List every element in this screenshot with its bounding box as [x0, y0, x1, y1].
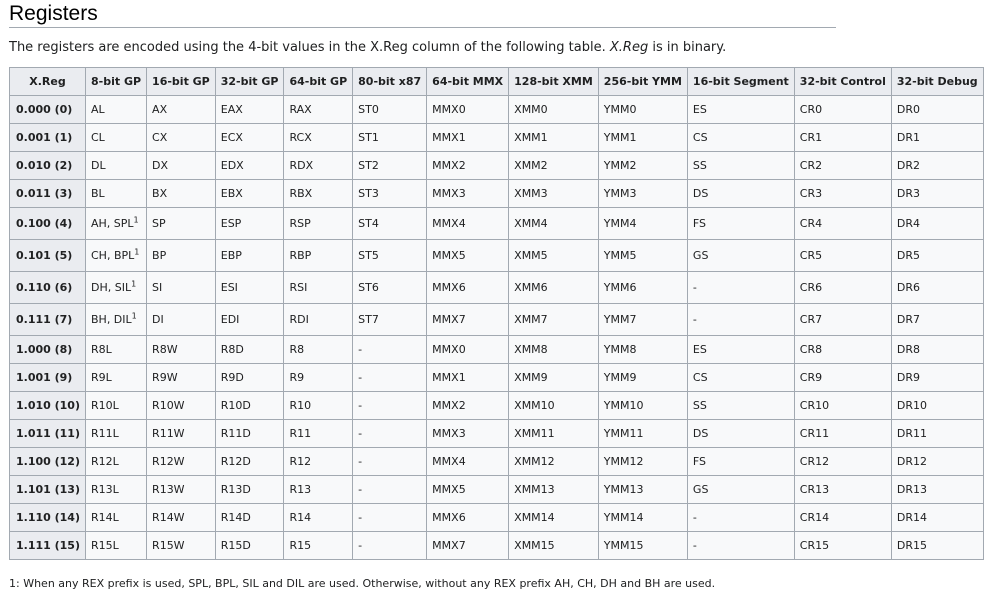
- register-cell: SS: [687, 152, 794, 180]
- register-cell: RBP: [284, 240, 353, 272]
- xreg-cell: 1.111 (15): [10, 532, 86, 560]
- register-cell: DR0: [891, 96, 983, 124]
- register-cell: XMM5: [509, 240, 599, 272]
- register-cell: R14D: [215, 504, 284, 532]
- register-cell: CS: [687, 364, 794, 392]
- register-cell: MMX0: [427, 96, 509, 124]
- register-cell: CR4: [794, 208, 891, 240]
- register-cell: DR6: [891, 272, 983, 304]
- header-cell: 16-bit GP: [147, 68, 216, 96]
- register-cell: GS: [687, 240, 794, 272]
- register-cell: CR8: [794, 336, 891, 364]
- register-cell: MMX1: [427, 124, 509, 152]
- table-row: [10, 96, 984, 124]
- register-cell: R13D: [215, 476, 284, 504]
- register-cell: YMM4: [598, 208, 687, 240]
- register-cell: MMX6: [427, 272, 509, 304]
- register-cell: R12W: [147, 448, 216, 476]
- register-cell: ST4: [353, 208, 427, 240]
- register-cell: RDI: [284, 304, 353, 336]
- register-cell: ST0: [353, 96, 427, 124]
- register-cell: CR6: [794, 272, 891, 304]
- register-cell: SP: [147, 208, 216, 240]
- register-cell: R10: [284, 392, 353, 420]
- register-cell: XMM6: [509, 272, 599, 304]
- register-cell: CR2: [794, 152, 891, 180]
- header-cell: 80-bit x87: [353, 68, 427, 96]
- register-cell: RAX: [284, 96, 353, 124]
- register-cell: YMM8: [598, 336, 687, 364]
- register-cell: CX: [147, 124, 216, 152]
- register-cell: EDI: [215, 304, 284, 336]
- header-cell: 256-bit YMM: [598, 68, 687, 96]
- register-cell: R11D: [215, 420, 284, 448]
- register-cell: -: [353, 532, 427, 560]
- register-cell: DR7: [891, 304, 983, 336]
- gp8-cell: [86, 532, 147, 560]
- register-cell: CR1: [794, 124, 891, 152]
- xreg-cell: 0.101 (5): [10, 240, 86, 272]
- register-cell: XMM3: [509, 180, 599, 208]
- register-cell: YMM15: [598, 532, 687, 560]
- register-cell: -: [687, 532, 794, 560]
- xreg-cell: 1.100 (12): [10, 448, 86, 476]
- register-cell: ST6: [353, 272, 427, 304]
- register-cell: CS: [687, 124, 794, 152]
- table-row: [10, 392, 984, 420]
- register-cell: YMM6: [598, 272, 687, 304]
- register-cell: CR12: [794, 448, 891, 476]
- register-cell: -: [353, 392, 427, 420]
- register-cell: YMM2: [598, 152, 687, 180]
- xreg-cell: 0.011 (3): [10, 180, 86, 208]
- register-cell: R9: [284, 364, 353, 392]
- register-cell: R11: [284, 420, 353, 448]
- register-cell: RDX: [284, 152, 353, 180]
- register-cell: CR14: [794, 504, 891, 532]
- gp8-cell: [86, 336, 147, 364]
- register-cell: R10W: [147, 392, 216, 420]
- register-cell: -: [353, 336, 427, 364]
- register-cell: -: [353, 476, 427, 504]
- xreg-cell: 0.100 (4): [10, 208, 86, 240]
- register-cell: R10D: [215, 392, 284, 420]
- register-cell: MMX1: [427, 364, 509, 392]
- register-cell: R8W: [147, 336, 216, 364]
- register-cell: DR3: [891, 180, 983, 208]
- register-cell: YMM13: [598, 476, 687, 504]
- register-cell: R12: [284, 448, 353, 476]
- table-row: [10, 272, 984, 304]
- table-row: [10, 180, 984, 208]
- register-cell: EDX: [215, 152, 284, 180]
- register-cell: XMM14: [509, 504, 599, 532]
- register-cell: DS: [687, 420, 794, 448]
- register-cell: MMX7: [427, 532, 509, 560]
- footnote-ref-link[interactable]: 1: [131, 311, 137, 321]
- register-cell: R8D: [215, 336, 284, 364]
- gp8-value: R10L: [91, 399, 119, 412]
- gp8-cell: [86, 152, 147, 180]
- register-cell: YMM12: [598, 448, 687, 476]
- register-cell: XMM7: [509, 304, 599, 336]
- register-cell: CR11: [794, 420, 891, 448]
- gp8-cell: [86, 392, 147, 420]
- register-cell: DR1: [891, 124, 983, 152]
- gp8-cell: [86, 96, 147, 124]
- register-cell: XMM10: [509, 392, 599, 420]
- register-cell: XMM12: [509, 448, 599, 476]
- register-cell: ECX: [215, 124, 284, 152]
- xreg-cell: 1.011 (11): [10, 420, 86, 448]
- register-cell: FS: [687, 208, 794, 240]
- register-cell: XMM1: [509, 124, 599, 152]
- xreg-cell: 0.111 (7): [10, 304, 86, 336]
- register-cell: XMM2: [509, 152, 599, 180]
- register-cell: ES: [687, 336, 794, 364]
- gp8-value: CH, BPL: [91, 249, 135, 262]
- header-cell: 32-bit Control: [794, 68, 891, 96]
- table-row: [10, 532, 984, 560]
- register-cell: R14W: [147, 504, 216, 532]
- register-cell: XMM15: [509, 532, 599, 560]
- gp8-cell: [86, 364, 147, 392]
- intro-italic-term: X.Reg: [609, 40, 649, 55]
- gp8-value: R11L: [91, 427, 119, 440]
- header-cell: 8-bit GP: [86, 68, 147, 96]
- xreg-cell: 1.101 (13): [10, 476, 86, 504]
- register-cell: XMM9: [509, 364, 599, 392]
- gp8-cell: [86, 304, 147, 336]
- table-row: [10, 124, 984, 152]
- header-cell: 64-bit GP: [284, 68, 353, 96]
- gp8-cell: [86, 420, 147, 448]
- register-cell: DR13: [891, 476, 983, 504]
- register-cell: CR15: [794, 532, 891, 560]
- register-cell: EBP: [215, 240, 284, 272]
- register-cell: ESP: [215, 208, 284, 240]
- register-cell: DR10: [891, 392, 983, 420]
- register-cell: MMX3: [427, 180, 509, 208]
- register-cell: EAX: [215, 96, 284, 124]
- register-cell: XMM0: [509, 96, 599, 124]
- register-cell: MMX0: [427, 336, 509, 364]
- register-cell: ESI: [215, 272, 284, 304]
- register-cell: MMX4: [427, 448, 509, 476]
- register-cell: CR7: [794, 304, 891, 336]
- register-cell: XMM13: [509, 476, 599, 504]
- register-cell: DR5: [891, 240, 983, 272]
- table-header-row: [10, 68, 984, 96]
- register-cell: CR9: [794, 364, 891, 392]
- register-cell: DS: [687, 180, 794, 208]
- register-cell: YMM10: [598, 392, 687, 420]
- footnote-ref-link[interactable]: 1: [134, 247, 140, 257]
- gp8-cell: [86, 504, 147, 532]
- register-cell: DR9: [891, 364, 983, 392]
- xreg-cell: 1.110 (14): [10, 504, 86, 532]
- gp8-value: BH, DIL: [91, 313, 132, 326]
- gp8-value: AL: [91, 103, 105, 116]
- register-cell: -: [687, 272, 794, 304]
- register-cell: DR15: [891, 532, 983, 560]
- header-cell: 32-bit GP: [215, 68, 284, 96]
- register-cell: R13W: [147, 476, 216, 504]
- register-cell: RCX: [284, 124, 353, 152]
- gp8-value: R14L: [91, 511, 119, 524]
- register-cell: ST7: [353, 304, 427, 336]
- register-cell: R15: [284, 532, 353, 560]
- xreg-cell: 0.000 (0): [10, 96, 86, 124]
- register-cell: MMX5: [427, 240, 509, 272]
- table-row: [10, 448, 984, 476]
- register-cell: -: [353, 420, 427, 448]
- xreg-cell: 1.000 (8): [10, 336, 86, 364]
- register-cell: DR12: [891, 448, 983, 476]
- gp8-cell: [86, 272, 147, 304]
- register-cell: CR3: [794, 180, 891, 208]
- register-cell: GS: [687, 476, 794, 504]
- table-row: [10, 304, 984, 336]
- heading-divider: [9, 27, 836, 28]
- gp8-cell: [86, 208, 147, 240]
- gp8-value: DH, SIL: [91, 281, 132, 294]
- register-cell: AX: [147, 96, 216, 124]
- table-row: [10, 364, 984, 392]
- register-cell: BX: [147, 180, 216, 208]
- register-cell: YMM7: [598, 304, 687, 336]
- register-cell: -: [687, 304, 794, 336]
- register-cell: YMM3: [598, 180, 687, 208]
- gp8-value: BL: [91, 187, 105, 200]
- gp8-cell: [86, 180, 147, 208]
- register-cell: R8: [284, 336, 353, 364]
- register-cell: R15D: [215, 532, 284, 560]
- register-cell: DR11: [891, 420, 983, 448]
- register-cell: RSI: [284, 272, 353, 304]
- register-cell: MMX6: [427, 504, 509, 532]
- register-cell: R15W: [147, 532, 216, 560]
- register-cell: DI: [147, 304, 216, 336]
- register-cell: R14: [284, 504, 353, 532]
- register-cell: SS: [687, 392, 794, 420]
- register-cell: DR8: [891, 336, 983, 364]
- register-cell: EBX: [215, 180, 284, 208]
- register-cell: DR2: [891, 152, 983, 180]
- header-cell: 32-bit Debug: [891, 68, 983, 96]
- register-cell: R11W: [147, 420, 216, 448]
- register-cell: RBX: [284, 180, 353, 208]
- header-cell: 128-bit XMM: [509, 68, 599, 96]
- gp8-value: R8L: [91, 343, 112, 356]
- gp8-cell: [86, 448, 147, 476]
- register-cell: CR10: [794, 392, 891, 420]
- register-cell: CR0: [794, 96, 891, 124]
- register-cell: ST2: [353, 152, 427, 180]
- gp8-value: R9L: [91, 371, 112, 384]
- register-cell: -: [353, 504, 427, 532]
- register-cell: SI: [147, 272, 216, 304]
- header-cell: 64-bit MMX: [427, 68, 509, 96]
- register-cell: ST5: [353, 240, 427, 272]
- register-cell: DR4: [891, 208, 983, 240]
- footnote-ref-link[interactable]: 1: [133, 215, 139, 225]
- register-cell: XMM4: [509, 208, 599, 240]
- register-cell: MMX2: [427, 152, 509, 180]
- intro-text-after: is in binary.: [648, 40, 727, 55]
- gp8-cell: [86, 124, 147, 152]
- register-cell: MMX2: [427, 392, 509, 420]
- register-cell: R9D: [215, 364, 284, 392]
- register-cell: R13: [284, 476, 353, 504]
- gp8-value: CL: [91, 131, 105, 144]
- register-cell: DX: [147, 152, 216, 180]
- gp8-value: R15L: [91, 539, 119, 552]
- xreg-cell: 0.001 (1): [10, 124, 86, 152]
- register-cell: XMM11: [509, 420, 599, 448]
- gp8-value: R13L: [91, 483, 119, 496]
- table-row: [10, 476, 984, 504]
- table-row: [10, 152, 984, 180]
- table-row: [10, 208, 984, 240]
- intro-paragraph: [9, 39, 726, 57]
- register-cell: MMX5: [427, 476, 509, 504]
- register-cell: -: [687, 504, 794, 532]
- register-cell: -: [353, 364, 427, 392]
- register-cell: YMM11: [598, 420, 687, 448]
- register-cell: ST1: [353, 124, 427, 152]
- register-cell: DR14: [891, 504, 983, 532]
- gp8-cell: [86, 240, 147, 272]
- register-cell: YMM5: [598, 240, 687, 272]
- section-heading: Registers: [9, 2, 98, 25]
- gp8-cell: [86, 476, 147, 504]
- footnote: 1: When any REX prefix is used, SPL, BPL, SIL and DIL are used. Otherwise, without any REX prefix AH, CH, DH and BH are used.: [9, 577, 716, 590]
- table-row: [10, 336, 984, 364]
- table-row: [10, 240, 984, 272]
- table-row: [10, 504, 984, 532]
- register-cell: R9W: [147, 364, 216, 392]
- register-cell: ST3: [353, 180, 427, 208]
- register-cell: YMM9: [598, 364, 687, 392]
- xreg-cell: 1.010 (10): [10, 392, 86, 420]
- gp8-value: DL: [91, 159, 106, 172]
- xreg-cell: 1.001 (9): [10, 364, 86, 392]
- gp8-value: R12L: [91, 455, 119, 468]
- register-cell: YMM14: [598, 504, 687, 532]
- register-cell: BP: [147, 240, 216, 272]
- footnote-ref-link[interactable]: 1: [131, 279, 137, 289]
- intro-text-before: The registers are encoded using the 4-bit values in the X.Reg column of the following table.: [9, 40, 610, 55]
- gp8-value: AH, SPL: [91, 217, 134, 230]
- table-row: [10, 420, 984, 448]
- register-cell: YMM1: [598, 124, 687, 152]
- register-cell: -: [353, 448, 427, 476]
- header-cell: 16-bit Segment: [687, 68, 794, 96]
- register-cell: MMX4: [427, 208, 509, 240]
- registers-table: [9, 67, 984, 560]
- register-cell: MMX7: [427, 304, 509, 336]
- header-cell: X.Reg: [10, 68, 86, 96]
- register-cell: ES: [687, 96, 794, 124]
- xreg-cell: 0.010 (2): [10, 152, 86, 180]
- register-cell: XMM8: [509, 336, 599, 364]
- register-cell: CR5: [794, 240, 891, 272]
- register-cell: MMX3: [427, 420, 509, 448]
- register-cell: R12D: [215, 448, 284, 476]
- register-cell: RSP: [284, 208, 353, 240]
- xreg-cell: 0.110 (6): [10, 272, 86, 304]
- register-cell: CR13: [794, 476, 891, 504]
- register-cell: YMM0: [598, 96, 687, 124]
- register-cell: FS: [687, 448, 794, 476]
